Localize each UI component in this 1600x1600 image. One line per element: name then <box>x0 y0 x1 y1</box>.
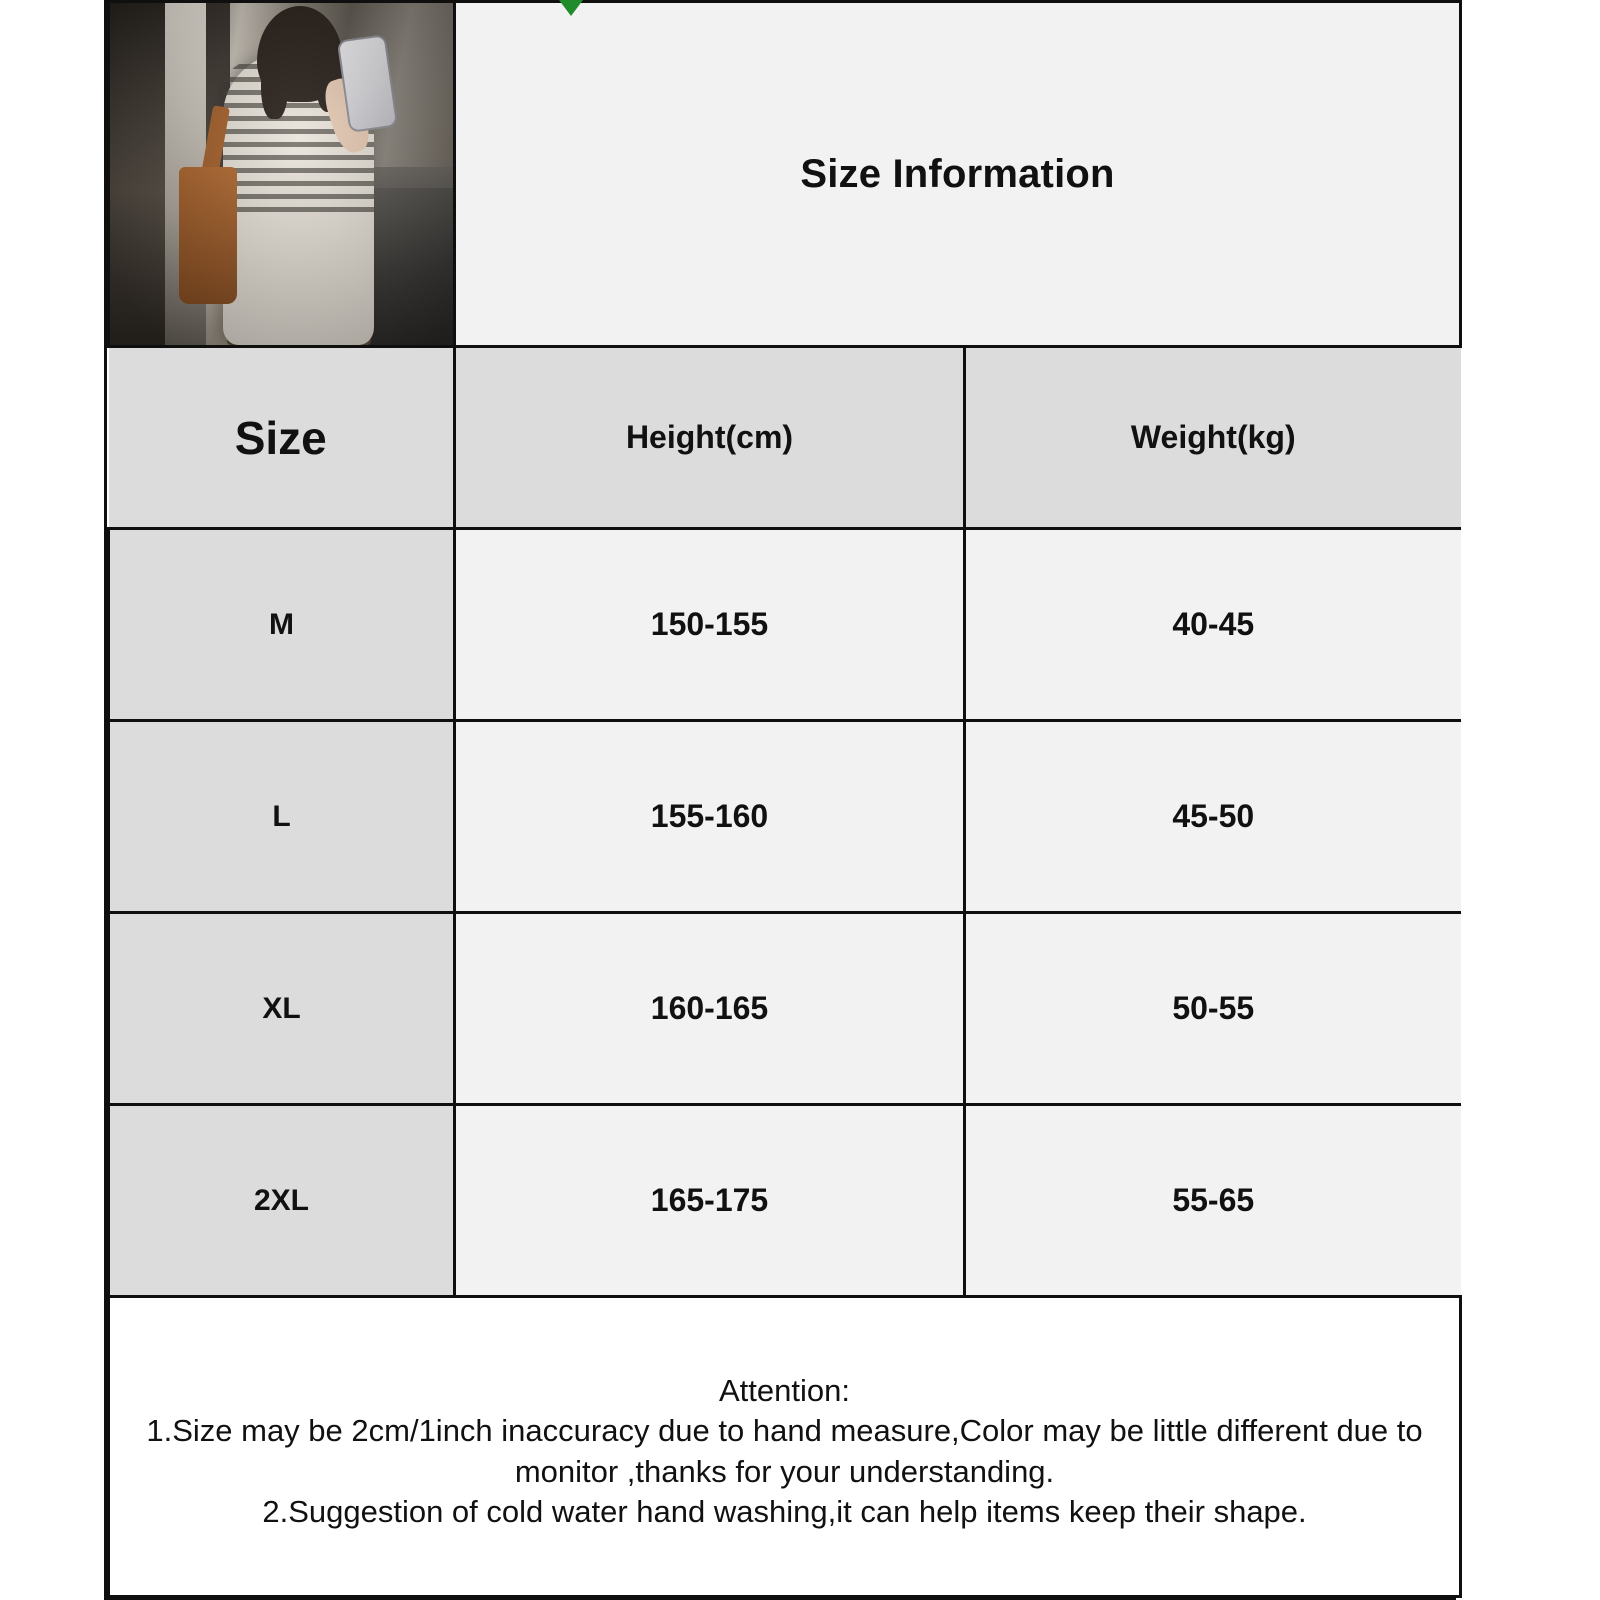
green-corner-marker-icon <box>559 0 583 16</box>
table-row <box>109 1105 1461 1297</box>
column-header-weight: Weight(kg) <box>965 347 1461 529</box>
attention-row <box>109 1297 1461 1597</box>
row-height-value: 150-155 <box>455 529 965 721</box>
attention-note-1: 1.Size may be 2cm/1inch inaccuracy due to hand measure,Color may be little different due to monitor ,thanks for your understanding. <box>146 1413 1432 1489</box>
page-title: Size Information <box>455 2 1461 347</box>
photo-canvas <box>110 3 453 345</box>
size-information-table <box>107 0 1462 1598</box>
row-height-value: 165-175 <box>455 1105 965 1297</box>
attention-heading: Attention: <box>719 1372 850 1408</box>
row-height-value: 160-165 <box>455 913 965 1105</box>
column-header-size: Size <box>109 347 455 529</box>
attention-block <box>109 1297 1461 1597</box>
row-size-label: L <box>109 721 455 913</box>
attention-note-2: 2.Suggestion of cold water hand washing,it can help items keep their shape. <box>262 1493 1307 1529</box>
row-size-label: XL <box>109 913 455 1105</box>
row-weight-value: 50-55 <box>965 913 1461 1105</box>
size-chart <box>104 0 1456 1600</box>
table-header-row <box>109 347 1461 529</box>
table-row-title <box>109 2 1461 347</box>
row-weight-value: 40-45 <box>965 529 1461 721</box>
row-size-label: M <box>109 529 455 721</box>
table-row <box>109 913 1461 1105</box>
column-header-height: Height(cm) <box>455 347 965 529</box>
row-weight-value: 45-50 <box>965 721 1461 913</box>
product-photo <box>109 2 455 347</box>
row-size-label: 2XL <box>109 1105 455 1297</box>
photo-vignette <box>110 3 453 345</box>
row-weight-value: 55-65 <box>965 1105 1461 1297</box>
table-row <box>109 529 1461 721</box>
table-row <box>109 721 1461 913</box>
row-height-value: 155-160 <box>455 721 965 913</box>
